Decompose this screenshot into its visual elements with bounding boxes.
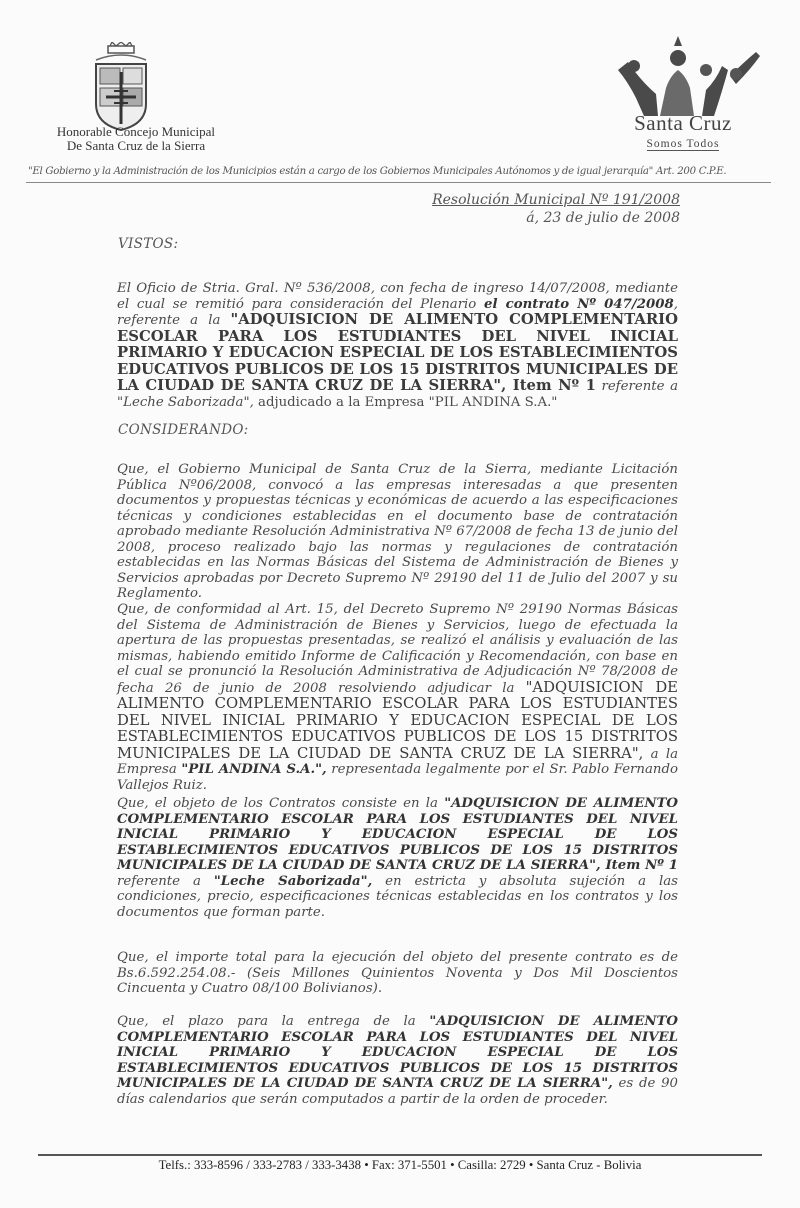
p3-text-a: Que, el objeto de los Contratos consiste en la	[117, 796, 445, 811]
considerando-paragraph-3	[117, 796, 678, 920]
considerando-paragraph-4: Que, el importe total para la ejecución del objeto del presente contrato es de Bs.6.592.254.08.- (Seis Millones Quinientos Noventa y Dos Mil Doscientos Cincuenta y Cuatro 08/100 Bolivianos).	[117, 950, 678, 996]
coat-of-arms-icon	[88, 42, 154, 134]
considerando-paragraph-2	[117, 602, 678, 793]
p2-text-b: a la Empresa	[117, 746, 678, 777]
p5-object: "ADQUISICION DE ALIMENTO COMPLEMENTARIO ESCOLAR PARA LOS ESTUDIANTES DEL NIVEL INICIAL PRIMARIO Y EDUCACION ESPECIAL DE LOS ESTABLECIMIENTOS EDUCATIVOS PUBLICOS DE LOS 15 DISTRITOS MUNICIPALES DE LA CIUDAD DE SANTA CRUZ DE LA SIERRA",	[117, 1014, 678, 1091]
p3-object: "ADQUISICION DE ALIMENTO COMPLEMENTARIO ESCOLAR PARA LOS ESTUDIANTES DEL NIVEL INICIAL PRIMARIO Y EDUCACION ESPECIAL DE LOS ESTABLECIMIENTOS EDUCATIVOS PUBLICOS DE LOS 15 DISTRITOS MUNICIPALES DE LA CIUDAD DE SANTA CRUZ DE LA SIERRA", Item Nº 1	[117, 796, 678, 873]
council-line-1: Honorable Concejo Municipal	[56, 124, 216, 139]
resolution-title: Resolución Municipal Nº 191/2008	[432, 192, 680, 208]
p2-caps: "ADQUISICION DE ALIMENTO COMPLEMENTARIO ESCOLAR PARA LOS ESTUDIANTES DEL NIVEL INICIAL PRIMARIO Y EDUCACION ESPECIAL DE LOS ESTABLECIMIENTOS EDUCATIVOS PUBLICOS DE LOS 15 DISTRITOS MUNICIPALES DE LA CIUDAD DE SANTA CRUZ DE LA SIERRA",	[117, 678, 678, 762]
p2-text-c: representada legalmente por el Sr. Pablo Fernando Vallejos Ruiz.	[117, 762, 678, 793]
p3-text-b: referente a	[117, 873, 214, 889]
logo-title: Santa Cruz	[634, 111, 732, 135]
header-divider	[26, 182, 771, 183]
considerando-paragraph-5	[117, 1014, 678, 1107]
p2-text-a: Que, de conformidad al Art. 15, del Decreto Supremo Nº 29190 Normas Básicas del Sistema de Administración de Bienes y Servicios, luego de efectuada la apertura de las propuestas presentadas, se realizó el análisis y evaluación de las mismas, habiendo emitido Informe de Calificación y Recomendación, con base en el cual se pronunció la Resolución Administrativa de Adjudicación Nº 78/2008 de fecha 26 de junio de 2008 resolviendo adjudicar la	[117, 602, 678, 696]
vistos-text-e: adjudicado a la Empresa "PIL ANDINA S.A."	[258, 394, 558, 410]
santa-cruz-logo-text	[608, 112, 758, 152]
p5-text-a: Que, el plazo para la entrega de la	[117, 1014, 430, 1029]
considerando-heading: CONSIDERANDO:	[118, 422, 249, 438]
vistos-caps: "ADQUISICION DE ALIMENTO COMPLEMENTARIO ESCOLAR PARA LOS ESTUDIANTES DEL NIVEL INICIAL PRIMARIO Y EDUCACION ESPECIAL DE LOS ESTABLECIMIENTOS EDUCATIVOS PUBLICOS DE LOS 15 DISTRITOS MUNICIPALES DE LA CIUDAD DE SANTA CRUZ DE LA SIERRA", Item Nº 1	[117, 311, 678, 394]
p3-product: "Leche Saborizada",	[213, 873, 373, 889]
logo-subtitle: Somos Todos	[646, 138, 720, 150]
council-line-2: De Santa Cruz de la Sierra	[66, 138, 206, 153]
vistos-heading: VISTOS:	[118, 236, 179, 252]
footer-contact: Telfs.: 333-8596 / 333-2783 / 333-3438 • Fax: 371-5501 • Casilla: 2729 • Santa Cruz - Bolivia	[158, 1158, 642, 1172]
council-name	[26, 125, 246, 153]
vistos-contract: el contrato Nº 047/2008	[484, 296, 674, 312]
considerando-paragraph-1: Que, el Gobierno Municipal de Santa Cruz de la Sierra, mediante Licitación Pública Nº06/2008, convocó a las empresas interesadas a que presenten documentos y propuestas técnicas y económicas de acuerdo a las especificaciones técnicas y condiciones establecidas en el documento base de contratación aprobado mediante Resolución Administrativa Nº 67/2008 de fecha 13 de junio del 2008, proceso realizado bajo las normas y regulaciones de contratación establecidas en las Normas Básicas del Sistema de Administración de Bienes y Servicios aprobadas por Decreto Supremo Nº 29190 del 11 de Julio del 2007 y su Reglamento.	[117, 462, 678, 601]
vistos-paragraph	[117, 281, 678, 410]
p2-company: "PIL ANDINA S.A.",	[181, 762, 327, 777]
vistos-text-a: El Oficio de Stria. Gral. Nº 536/2008, con fecha de ingreso 14/07/2008, mediante el cual se remitió para consideración del Plenario	[117, 281, 678, 312]
vistos-text-c: , referente a la	[117, 296, 678, 328]
resolution-date: á, 23 de julio de 2008	[526, 210, 680, 226]
footer-divider	[38, 1154, 762, 1156]
constitution-quote: "El Gobierno y la Administración de los Municipios están a cargo de los Gobiernos Municipales Autónomos y de igual jerarquía" Art. 200 C.P.E.	[28, 166, 727, 177]
p5-text-b: es de 90 días calendarios que serán computados a partir de la orden de proceder.	[117, 1076, 678, 1107]
p3-text-c: en estricta y absoluta sujeción a las condiciones, precio, especificaciones técnicas establecidas en los contratos y los documentos que forman parte.	[117, 873, 679, 920]
vistos-text-d: referente a "Leche Saborizada",	[117, 379, 678, 410]
